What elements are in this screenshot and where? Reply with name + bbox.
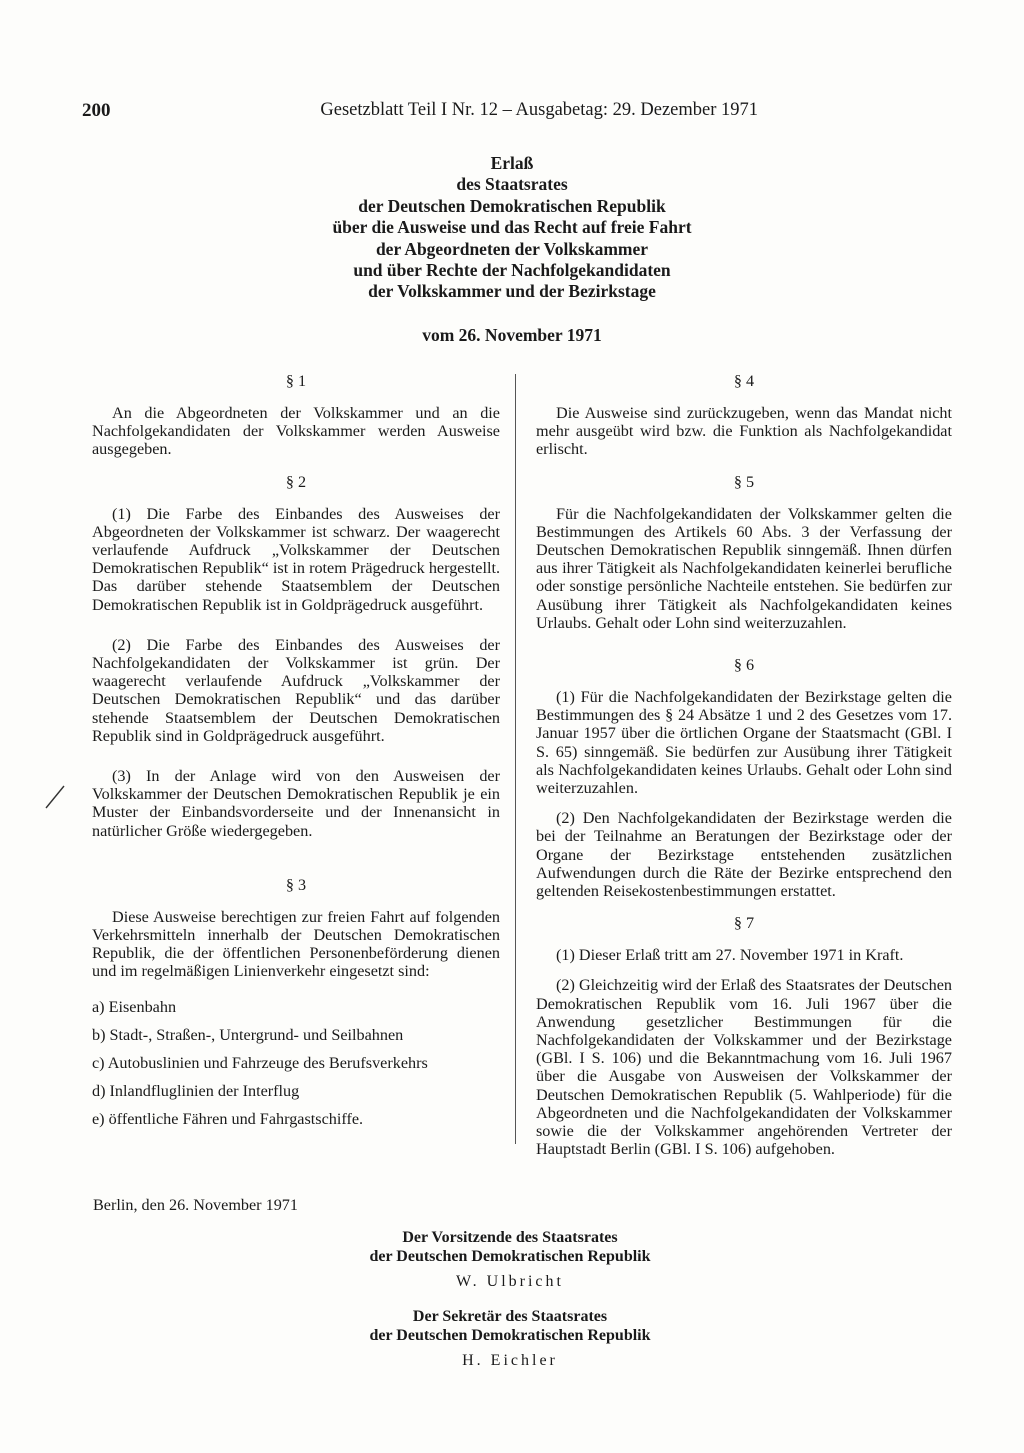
section-heading-4: § 4 bbox=[733, 372, 755, 390]
left-column bbox=[92, 370, 500, 1133]
section-heading-2: § 2 bbox=[285, 472, 307, 491]
section-7-paragraph-1: (1) Dieser Erlaß tritt am 27. November 1971 in Kraft. bbox=[556, 946, 904, 965]
section-heading-6: § 6 bbox=[733, 656, 755, 675]
section-6-paragraph-2: (2) Den Nachfolgekandidaten der Bezirkstage werden die bei der Teilnahme an Beratungen der Bezirkstage oder der Organe der Bezirkstage entstehenden zusätzlichen Aufwendungen durch die Räte der Bezirke entsprechend den geltenden Reisekostenbestimmungen erstattet. bbox=[536, 809, 952, 901]
section-5-text: Für die Nachfolgekandidaten der Volkskammer gelten die Bestimmungen des Artikels 60 Abs. 3 der Verfassung der Deutschen Demokratischen Republik sinngemäß. Ihnen dürfen aus ihrer Tätigkeit als Nachfolgekandidaten keinerlei berufliche oder sonstige persönliche Nachteile entstehen. Sie bedürfen zur Ausübung ihrer Tätigkeit als Nachfolgekandidaten keines Urlaubs. Gehalt oder Lohn sind weiterzuzahlen. bbox=[536, 504, 952, 632]
section-4-text: Die Ausweise sind zurückzugeben, wenn das Mandat nicht mehr ausgeübt wird bzw. die Funktion als Nachfolgekandidat erlischt. bbox=[536, 404, 952, 459]
section-2-paragraph-1: (1) Die Farbe des Einbandes des Ausweises der Abgeordneten der Volkskammer ist schwarz. Der waagerecht verlaufende Aufdruck „Volkskammer der Deutschen Demokratischen Republik“ ist in rotem Prägedruck hergestellt. Das darüber stehende Staatsemblem der Deutschen Demokratischen Republik ist in Goldprägedruck ausgeführt. bbox=[92, 504, 500, 614]
signatory-role: Der Sekretär des Staatsrates bbox=[412, 1308, 608, 1325]
section-heading-3: § 3 bbox=[285, 875, 307, 894]
section-7-paragraph-2: (2) Gleichzeitig wird der Erlaß des Staatsrates der Deutschen Demokratischen Republik vom 16. Juli 1967 über die Anwendung gesetzlicher Bestimmungen für die Nachfolgekandidaten der Volkskammer und der Bezirkstage (GBl. I S. 106) und die Bekanntmachung vom 16. Juli 1967 über die Ausgabe von Ausweisen der Volkskammer der Deutschen Demokratischen Republik (5. Wahlperiode) für die Abgeordneten und die Nachfolgekandidaten der Volkskammer sowie die der Volkskammer angehörenden Vertreter der Hauptstadt Berlin (GBl. I S. 106) aufgehoben. bbox=[536, 976, 952, 1159]
section-2-paragraph-2: (2) Die Farbe des Einbandes des Ausweises der Nachfolgekandidaten der Volkskammer ist grün. Der waagerecht verlaufende Aufdruck „Volkskammer der Deutschen Demokratischen Republik“ und das darüber stehende Staatsemblem der Deutschen Demokratischen Republik sind in Goldprägedruck ausgeführt. bbox=[92, 635, 500, 745]
title-line: des Staatsrates bbox=[456, 174, 568, 195]
list-item: d) Inlandfluglinien der Interflug bbox=[92, 1081, 300, 1100]
signatory-role: Der Vorsitzende des Staatsrates bbox=[402, 1229, 618, 1246]
title-line: der Abgeordneten der Volkskammer bbox=[375, 238, 649, 259]
title-line: der Volkskammer und der Bezirkstage bbox=[368, 281, 656, 302]
title-line: der Deutschen Demokratischen Republik bbox=[358, 195, 666, 216]
running-title: Gesetzblatt Teil I Nr. 12 – Ausgabetag: 29. Dezember 1971 bbox=[320, 100, 758, 120]
section-6-paragraph-1: (1) Für die Nachfolgekandidaten der Bezirkstage gelten die Bestimmungen des § 24 Absätze 1 und 2 des Gesetzes vom 17. Januar 1957 über die örtlichen Organe der Staatsmacht (GBl. I S. 65) sinngemäß. Sie bedürfen zur Ausübung ihrer Tätigkeit als Nachfolgekandidaten keines Urlaubs. Gehalt oder Lohn sind weiterzuzahlen. bbox=[536, 688, 952, 798]
decree-date: vom 26. November 1971 bbox=[422, 325, 602, 345]
signatory-name: W. Ulbricht bbox=[456, 1273, 564, 1290]
page-header bbox=[82, 100, 758, 128]
title-line: und über Rechte der Nachfolgekandidaten bbox=[353, 260, 671, 281]
column-divider bbox=[515, 374, 516, 1144]
pen-mark-icon bbox=[44, 784, 66, 810]
list-item: a) Eisenbahn bbox=[92, 997, 177, 1016]
section-heading-1: § 1 bbox=[285, 372, 307, 390]
place-and-date: Berlin, den 26. November 1971 bbox=[93, 1196, 298, 1214]
title-line: Erlaß bbox=[490, 153, 534, 173]
list-item: e) öffentliche Fähren und Fahrgastschiffe. bbox=[92, 1109, 364, 1128]
page-number: 200 bbox=[82, 100, 111, 121]
section-3-text: Diese Ausweise berechtigen zur freien Fahrt auf folgenden Verkehrsmitteln innerhalb der Deutschen Demokratischen Republik, die der öffentlichen Personenbeförderung dienen und im regelmäßigen Linienverkehr eingesetzt sind: bbox=[92, 907, 500, 981]
document-title bbox=[240, 153, 784, 303]
list-item: c) Autobuslinien und Fahrzeuge des Berufsverkehrs bbox=[92, 1053, 428, 1072]
section-2-paragraph-3: (3) In der Anlage wird von den Ausweisen der Volkskammer der Deutschen Demokratischen Republik je ein Muster der Einbandsvorderseite und der Innenansicht in natürlicher Größe wiedergegeben. bbox=[92, 767, 500, 840]
signatory-role: der Deutschen Demokratischen Republik bbox=[369, 1248, 651, 1265]
right-column bbox=[536, 370, 952, 1159]
title-line: über die Ausweise und das Recht auf freie Fahrt bbox=[332, 217, 692, 238]
signatory-role: der Deutschen Demokratischen Republik bbox=[369, 1327, 651, 1344]
signature-block-secretary bbox=[300, 1307, 720, 1370]
section-1-text: An die Abgeordneten der Volkskammer und an die Nachfolgekandidaten der Volkskammer werden Ausweise ausgegeben. bbox=[92, 404, 500, 459]
signature-block-chairman bbox=[300, 1228, 720, 1291]
section-heading-7: § 7 bbox=[733, 914, 755, 933]
list-item: b) Stadt-, Straßen-, Untergrund- und Seilbahnen bbox=[92, 1025, 404, 1044]
section-heading-5: § 5 bbox=[733, 472, 755, 491]
signatory-name: H. Eichler bbox=[462, 1352, 558, 1369]
